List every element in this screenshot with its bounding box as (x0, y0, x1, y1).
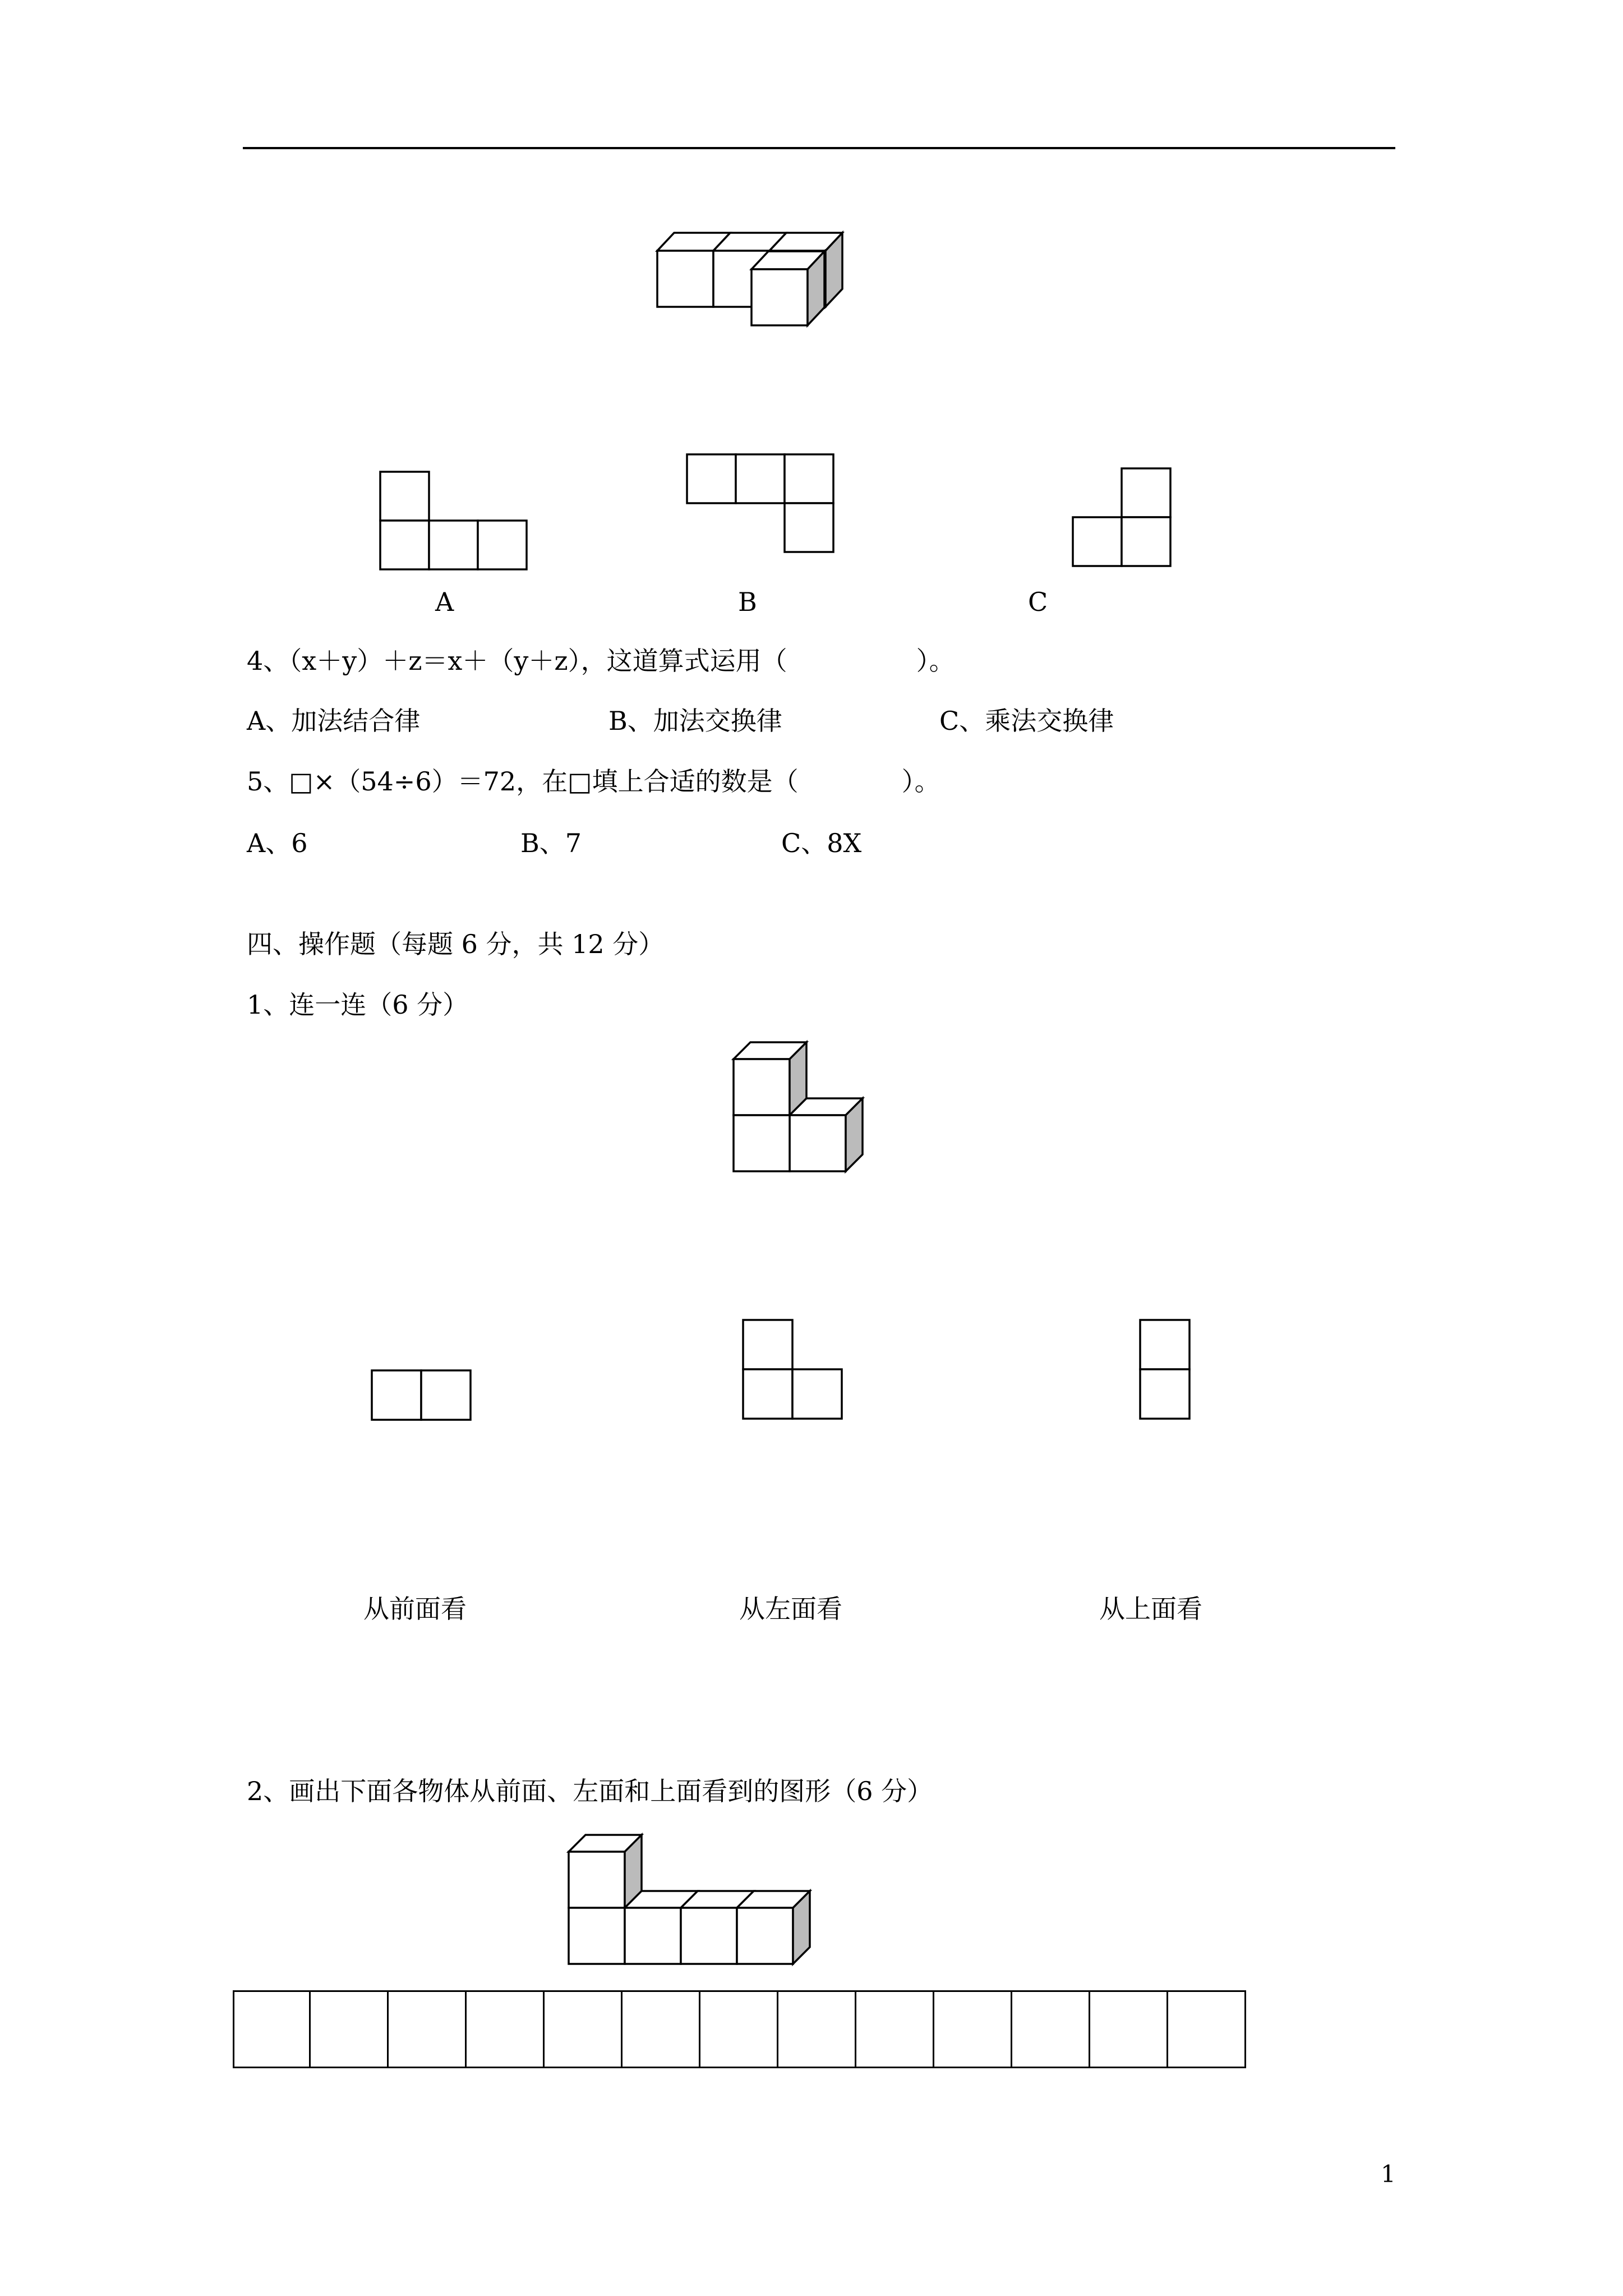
answer-grid-cell (1012, 1990, 1090, 2068)
cube-figure-q2 (565, 1832, 820, 1972)
page-number: 1 (1381, 2160, 1396, 2188)
answer-grid-cell (311, 1990, 389, 2068)
view-label-left: 从左面看 (739, 1594, 842, 1624)
label-c: C (1028, 587, 1048, 617)
view-option-a (379, 470, 530, 574)
answer-grid-cell (778, 1990, 856, 2068)
view-shape-2 (741, 1318, 845, 1422)
header-rule (243, 147, 1395, 149)
q5-option-a: A、6 (247, 828, 308, 858)
view-label-front: 从前面看 (363, 1594, 467, 1624)
q5-option-b: B、7 (520, 828, 582, 858)
answer-grid-cell (467, 1990, 545, 2068)
answer-grid-cell (545, 1990, 623, 2068)
section4-title: 四、操作题（每题 6 分，共 12 分） (247, 929, 665, 959)
answer-grid-cell (623, 1990, 700, 2068)
q4-option-c: C、乘法交换律 (939, 706, 1114, 736)
section4-q2-title: 2、画出下面各物体从前面、左面和上面看到的图形（6 分） (247, 1776, 933, 1806)
view-option-b (685, 453, 837, 556)
answer-grid-cell (700, 1990, 778, 2068)
answer-grid-cell (389, 1990, 467, 2068)
view-label-top: 从上面看 (1099, 1594, 1202, 1624)
cube-figure-q1 (730, 1039, 870, 1176)
view-option-c (1071, 467, 1175, 570)
answer-grid-cell (233, 1990, 311, 2068)
answer-grid-cell (1090, 1990, 1168, 2068)
label-b: B (738, 587, 757, 617)
answer-grid-cell (934, 1990, 1012, 2068)
cube-figure-q3 (651, 227, 852, 334)
answer-grid-cell (856, 1990, 934, 2068)
view-shape-3 (1138, 1318, 1195, 1422)
view-shape-1 (370, 1369, 474, 1425)
q5-question: 5、□×（54÷6）＝72，在□填上合适的数是（ ）。 (247, 766, 940, 797)
q4-question: 4、（x＋y）＋z＝x＋（y＋z），这道算式运用（ ）。 (247, 646, 955, 676)
q4-option-a: A、加法结合律 (247, 706, 421, 736)
q5-option-c: C、8X (781, 828, 862, 858)
label-a: A (435, 587, 454, 617)
section4-q1-title: 1、连一连（6 分） (247, 990, 469, 1020)
q4-option-b: B、加法交换律 (608, 706, 782, 736)
answer-grid-cell (1168, 1990, 1246, 2068)
